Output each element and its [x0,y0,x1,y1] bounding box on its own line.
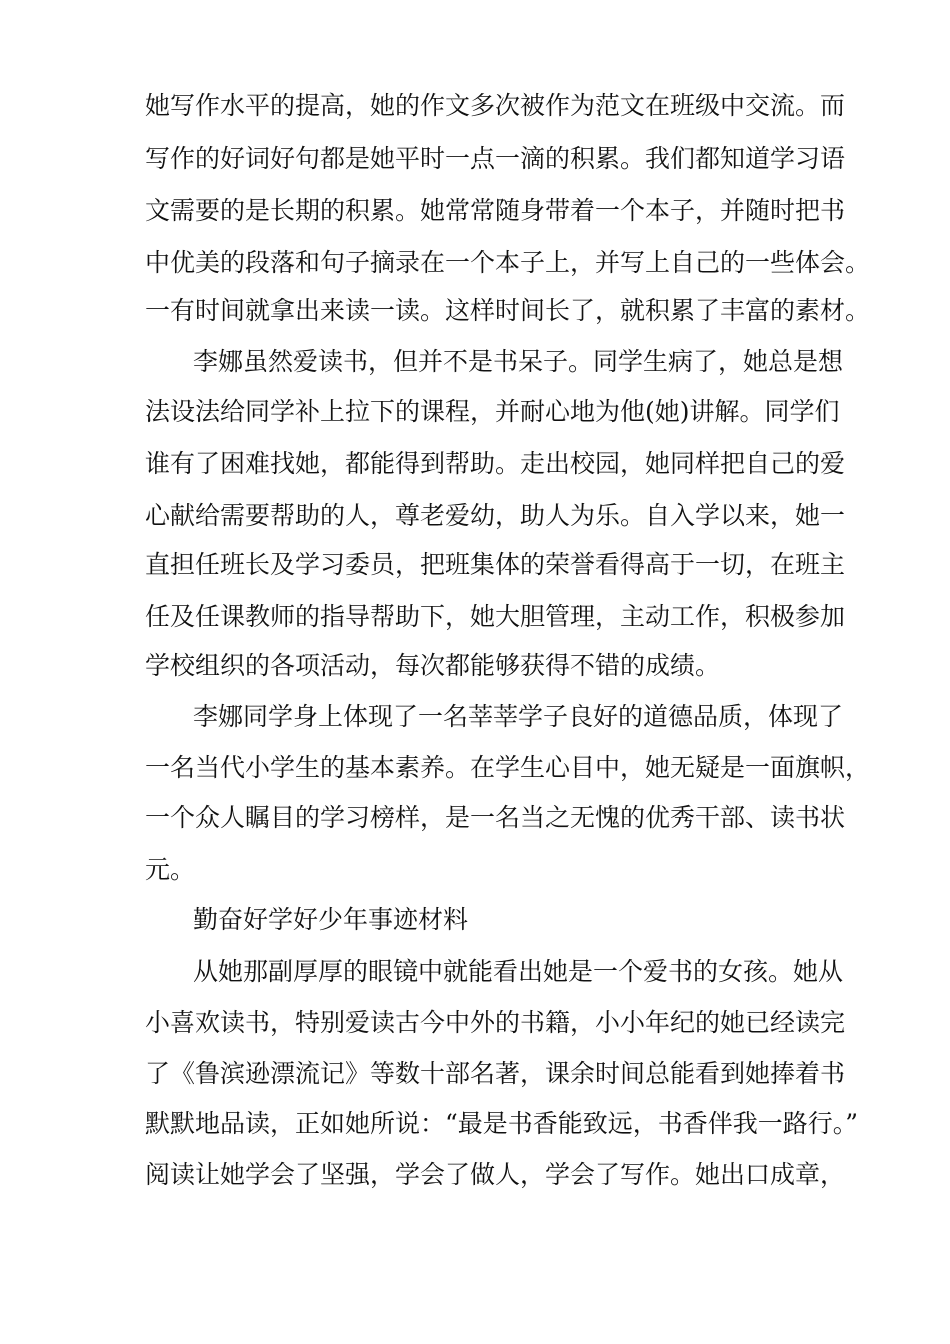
text-line: 小喜欢读书，特别爱读古今中外的书籍，小小年纪的她已经读完 [145,1008,846,1037]
text-line: 了《鲁滨逊漂流记》等数十部名著，课余时间总能看到她捧着书 [145,1059,846,1088]
text-line: 一有时间就拿出来读一读。这样时间长了，就积累了丰富的素材。 [145,296,871,325]
paragraph-first-line: 李娜同学身上体现了一名莘莘学子良好的道德品质，体现了 [193,702,844,731]
text-line: 学校组织的各项活动，每次都能够获得不错的成绩。 [145,651,721,680]
paragraph-first-line: 李娜虽然爱读书，但并不是书呆子。同学生病了，她总是想 [193,347,844,376]
text-line: 直担任班长及学习委员，把班集体的荣誉看得高于一切，在班主 [145,550,846,579]
paragraph-first-line: 从她那副厚厚的眼镜中就能看出她是一个爱书的女孩。她从 [193,957,844,986]
text-line: 谁有了困难找她，都能得到帮助。走出校园，她同样把自己的爱 [145,449,846,478]
section-title: 勤奋好学好少年事迹材料 [193,905,469,934]
text-line: 写作的好词好句都是她平时一点一滴的积累。我们都知道学习语 [145,144,846,173]
text-line: 她写作水平的提高，她的作文多次被作为范文在班级中交流。而 [145,91,846,120]
text-line: 法设法给同学补上拉下的课程，并耐心地为他(她)讲解。同学们 [145,397,840,426]
text-line: 一名当代小学生的基本素养。在学生心目中，她无疑是一面旗帜， [145,753,871,782]
text-line: 阅读让她学会了坚强，学会了做人，学会了写作。她出口成章， [145,1160,846,1189]
text-line: 中优美的段落和句子摘录在一个本子上，并写上自己的一些体会。 [145,248,871,277]
text-line: 一个众人瞩目的学习榜样，是一名当之无愧的优秀干部、读书状 [145,803,846,832]
text-line: 文需要的是长期的积累。她常常随身带着一个本子，并随时把书 [145,196,846,225]
text-line: 元。 [145,855,196,884]
text-line: 任及任课教师的指导帮助下，她大胆管理，主动工作，积极参加 [145,602,846,631]
text-line: 默默地品读，正如她所说：“最是书香能致远，书香伴我一路行。” [145,1109,859,1138]
text-line: 心献给需要帮助的人，尊老爱幼，助人为乐。自入学以来，她一 [145,501,846,530]
